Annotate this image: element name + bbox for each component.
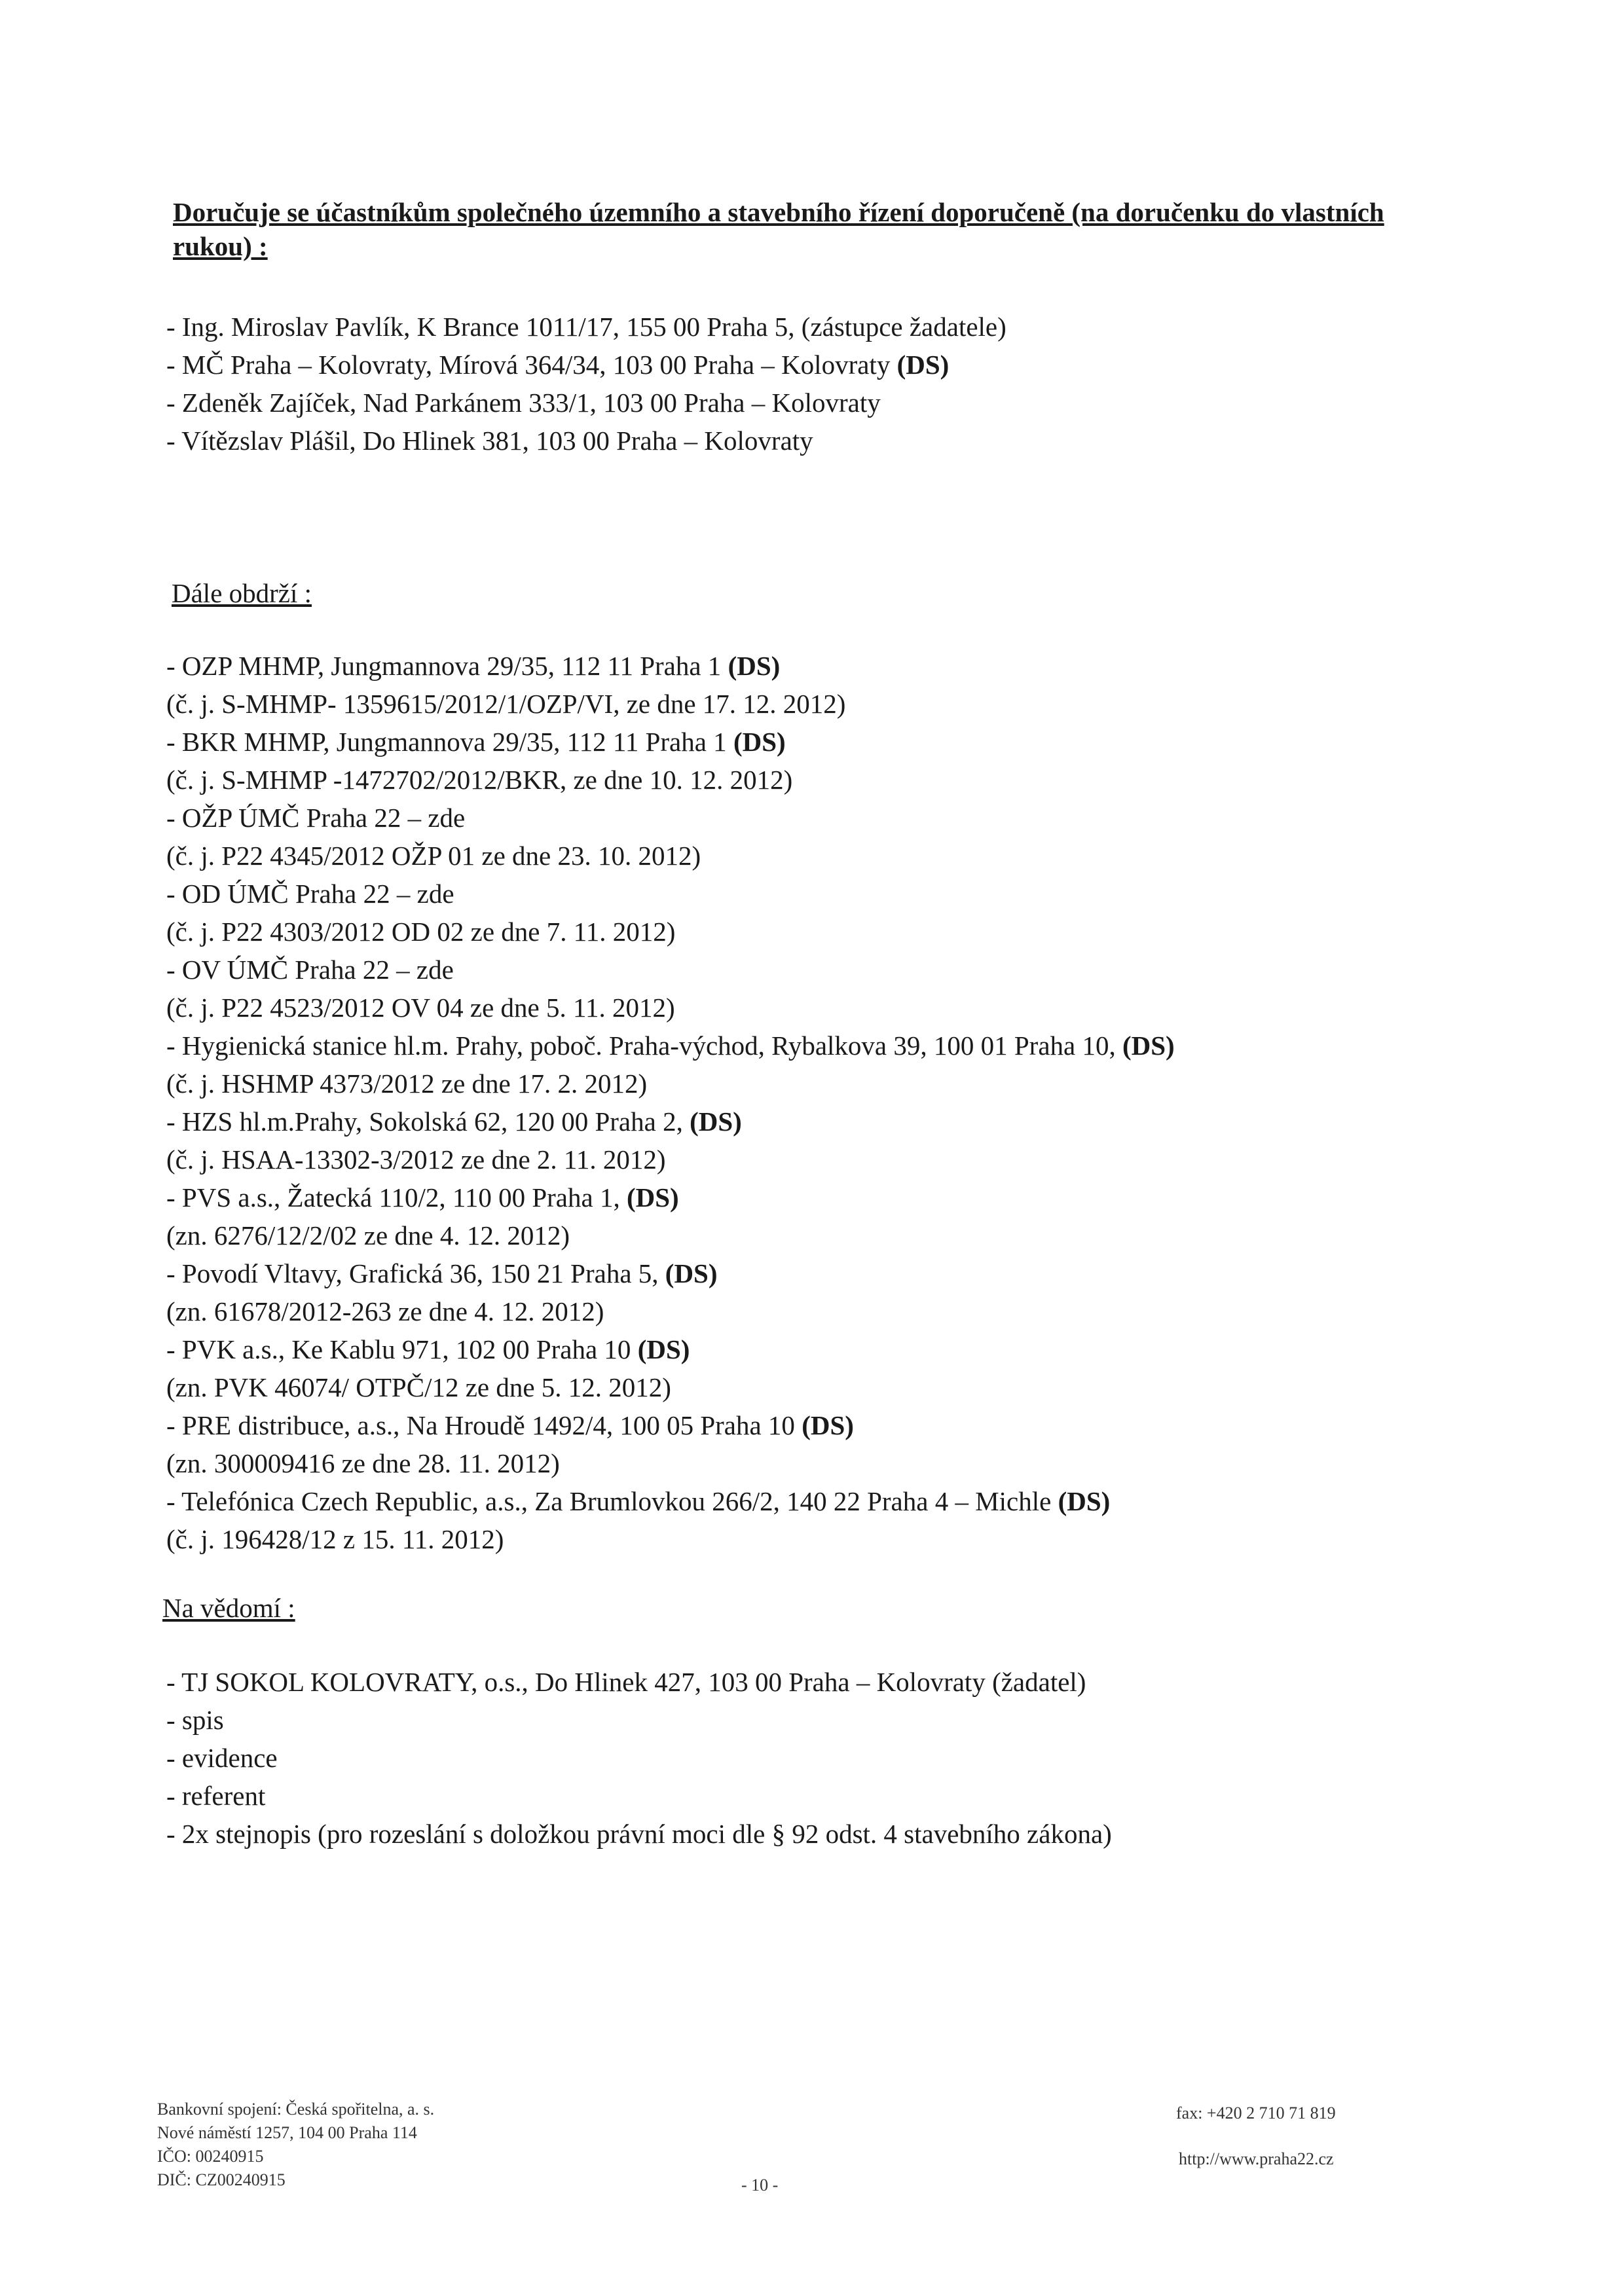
dale-line: - PRE distribuce, a.s., Na Hroudě 1492/4, 100 05 Praha 10 (DS) [166, 1410, 854, 1440]
dale-line: - HZS hl.m.Prahy, Sokolská 62, 120 00 Praha 2, (DS) [166, 1106, 742, 1137]
dale-line: (č. j. S-MHMP -1472702/2012/BKR, ze dne 10. 12. 2012) [166, 765, 793, 795]
footer-web: http://www.praha22.cz [1179, 2149, 1334, 2168]
dale-line: (č. j. P22 4345/2012 OŽP 01 ze dne 23. 10. 2012) [166, 841, 701, 871]
dale-line: - Telefónica Czech Republic, a.s., Za Brumlovkou 266/2, 140 22 Praha 4 – Michle (DS) [166, 1486, 1111, 1516]
dale-line: (č. j. 196428/12 z 15. 11. 2012) [166, 1524, 504, 1554]
dale-line: - OV ÚMČ Praha 22 – zde [166, 955, 454, 985]
dale-line: - Hygienická stanice hl.m. Prahy, poboč. Praha-východ, Rybalkova 39, 100 01 Praha 10, (DS) [166, 1030, 1175, 1061]
dale-line: - Povodí Vltavy, Grafická 36, 150 21 Praha 5, (DS) [166, 1258, 718, 1288]
footer-address: Nové náměstí 1257, 104 00 Praha 114 [157, 2123, 417, 2142]
vedomi-line: - 2x stejnopis (pro rozeslání s doložkou právní moci dle § 92 odst. 4 stavebního zákona) [166, 1819, 1112, 1849]
dale-line: - BKR MHMP, Jungmannova 29/35, 112 11 Praha 1 (DS) [166, 727, 786, 757]
recipient-line: - MČ Praha – Kolovraty, Mírová 364/34, 103 00 Praha – Kolovraty (DS) [166, 350, 950, 380]
dale-line: (zn. 300009416 ze dne 28. 11. 2012) [166, 1448, 560, 1478]
footer-bank: Bankovní spojení: Česká spořitelna, a. s. [157, 2100, 435, 2119]
dale-line: (č. j. P22 4523/2012 OV 04 ze dne 5. 11. 2012) [166, 993, 675, 1023]
vedomi-line: - TJ SOKOL KOLOVRATY, o.s., Do Hlinek 427, 103 00 Praha – Kolovraty (žadatel) [166, 1667, 1086, 1697]
footer-fax: fax: +420 2 710 71 819 [1176, 2104, 1336, 2123]
dale-line: (zn. 61678/2012-263 ze dne 4. 12. 2012) [166, 1296, 604, 1326]
footer-ico: IČO: 00240915 [157, 2147, 264, 2166]
dale-line: - PVK a.s., Ke Kablu 971, 102 00 Praha 10 (DS) [166, 1334, 690, 1364]
dale-line: (č. j. HSHMP 4373/2012 ze dne 17. 2. 2012) [166, 1068, 648, 1099]
dale-line: (č. j. P22 4303/2012 OD 02 ze dne 7. 11. 2012) [166, 917, 676, 947]
dale-line: (č. j. HSAA-13302-3/2012 ze dne 2. 11. 2012) [166, 1144, 666, 1175]
recipient-line: - Zdeněk Zajíček, Nad Parkánem 333/1, 103 00 Praha – Kolovraty [166, 388, 881, 418]
dale-line: - OŽP ÚMČ Praha 22 – zde [166, 803, 466, 833]
dale-line: (zn. PVK 46074/ OTPČ/12 ze dne 5. 12. 2012) [166, 1372, 671, 1402]
page-number: - 10 - [741, 2176, 779, 2195]
vedomi-line: - referent [166, 1781, 266, 1811]
footer-dic: DIČ: CZ00240915 [157, 2170, 286, 2189]
vedomi-line: - evidence [166, 1743, 278, 1773]
dale-line: (zn. 6276/12/2/02 ze dne 4. 12. 2012) [166, 1220, 570, 1250]
dale-line: - OD ÚMČ Praha 22 – zde [166, 879, 454, 909]
dale-line: (č. j. S-MHMP- 1359615/2012/1/OZP/VI, ze dne 17. 12. 2012) [166, 689, 846, 719]
dale-line: - OZP MHMP, Jungmannova 29/35, 112 11 Praha 1 (DS) [166, 651, 781, 681]
recipient-line: - Ing. Miroslav Pavlík, K Brance 1011/17, 155 00 Praha 5, (zástupce žadatele) [166, 312, 1006, 342]
vedomi-line: - spis [166, 1705, 224, 1735]
dale-heading: Dále obdrží : [172, 578, 312, 608]
recipients-heading: Doručuje se účastníkům společného územního a stavebního řízení doporučeně (na doručenku do vlastních rukou) : [173, 197, 1384, 261]
dale-line: - PVS a.s., Žatecká 110/2, 110 00 Praha 1, (DS) [166, 1182, 679, 1212]
vedomi-heading: Na vědomí : [162, 1593, 295, 1623]
recipient-line: - Vítězslav Plášil, Do Hlinek 381, 103 00 Praha – Kolovraty [166, 426, 813, 456]
